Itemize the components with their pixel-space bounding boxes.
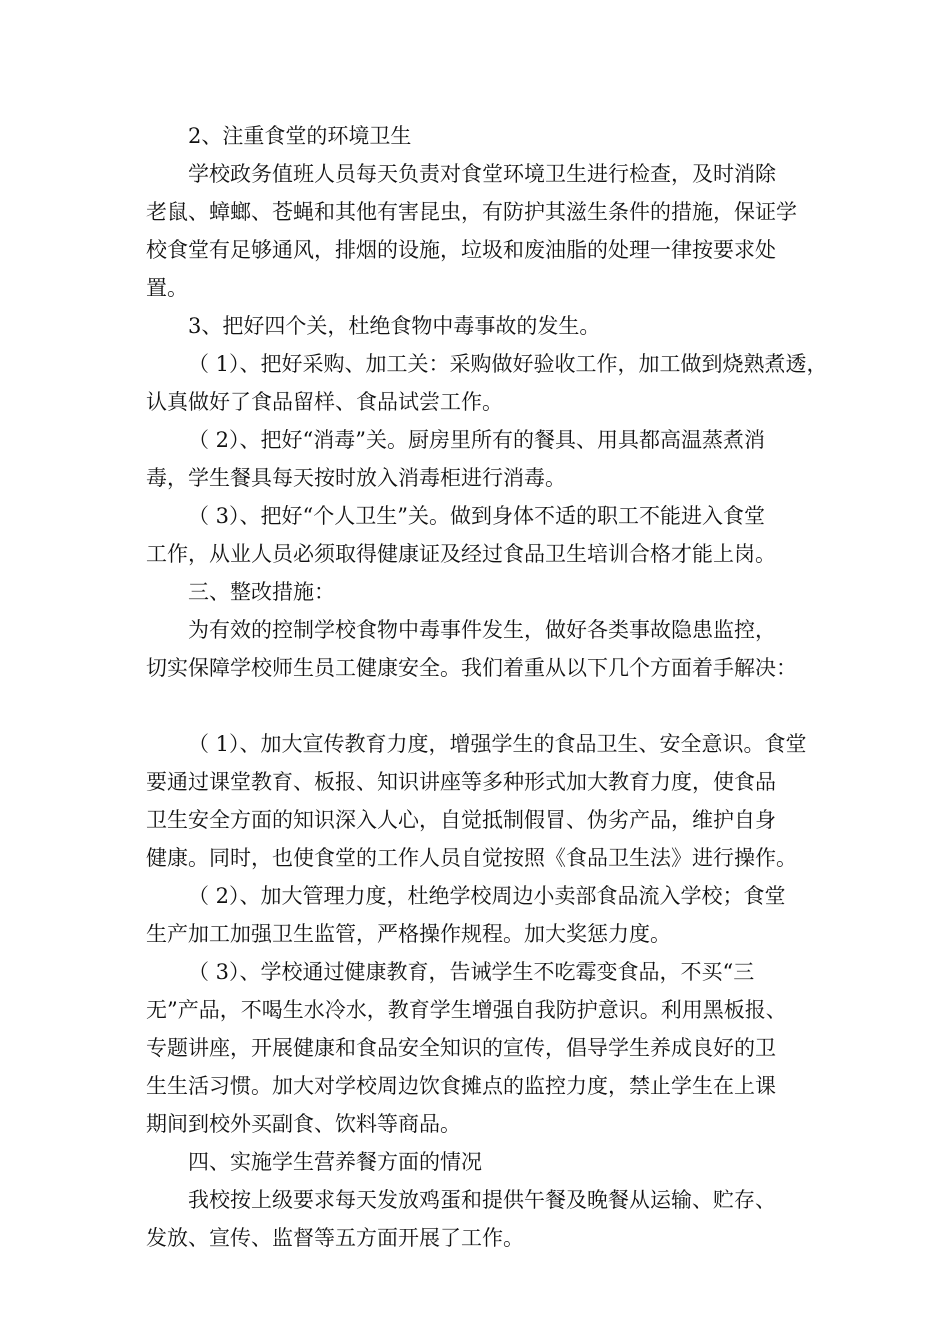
paragraph-line: （ 3）、把好“个人卫生”关。做到身体不适的职工不能进入食堂: [188, 504, 766, 528]
paragraph-line: （ 1）、加大宣传教育力度，增强学生的食品卫生、安全意识。食堂: [188, 732, 807, 756]
paragraph-line: 校食堂有足够通风，排烟的设施，垃圾和废油脂的处理一律按要求处: [146, 238, 776, 262]
paragraph-line: 毒，学生餐具每天按时放入消毒柜进行消毒。: [146, 466, 566, 490]
paragraph-line: （ 1）、把好采购、加工关：采购做好验收工作，加工做到烧熟煮透，: [188, 352, 828, 376]
paragraph-line: 健康。同时，也使食堂的工作人员自觉按照《食品卫生法》进行操作。: [146, 846, 797, 870]
paragraph-line: （ 2）、把好“消毒”关。厨房里所有的餐具、用具都高温蒸煮消: [188, 428, 766, 452]
section-heading: 2、注重食堂的环境卫生: [188, 124, 412, 148]
paragraph-line: 切实保障学校师生员工健康安全。我们着重从以下几个方面着手解决：: [146, 656, 797, 680]
paragraph-line: （ 3）、学校通过健康教育，告诫学生不吃霉变食品，不买“三: [188, 960, 755, 984]
paragraph-line: 老鼠、蟑螂、苍蝇和其他有害昆虫，有防护其滋生条件的措施，保证学: [146, 200, 797, 224]
section-heading: 三、整改措施：: [188, 580, 335, 604]
section-heading: 四、实施学生营养餐方面的情况: [188, 1150, 482, 1174]
blank-line: [146, 687, 810, 725]
paragraph-line: 工作，从业人员必须取得健康证及经过食品卫生培训合格才能上岗。: [146, 542, 776, 566]
paragraph-line: 专题讲座，开展健康和食品安全知识的宣传，倡导学生养成良好的卫: [146, 1036, 776, 1060]
paragraph-line: 认真做好了食品留样、食品试尝工作。: [146, 390, 503, 414]
paragraph-line: 无”产品，不喝生水冷水，教育学生增强自我防护意识。利用黑板报、: [146, 998, 787, 1022]
paragraph-line: 生产加工加强卫生监管，严格操作规程。加大奖惩力度。: [146, 922, 671, 946]
paragraph-line: 卫生安全方面的知识深入人心，自觉抵制假冒、伪劣产品，维护自身: [146, 808, 776, 832]
paragraph-line: 要通过课堂教育、板报、知识讲座等多种形式加大教育力度，使食品: [146, 770, 776, 794]
paragraph-line: （ 2）、加大管理力度，杜绝学校周边小卖部食品流入学校；食堂: [188, 884, 786, 908]
section-heading: 3、把好四个关，杜绝食物中毒事故的发生。: [188, 314, 601, 338]
paragraph-line: 置。: [146, 276, 188, 300]
paragraph-line: 发放、宣传、监督等五方面开展了工作。: [146, 1226, 524, 1250]
paragraph-line: 学校政务值班人员每天负责对食堂环境卫生进行检查，及时消除: [188, 162, 776, 186]
paragraph-line: 生生活习惯。加大对学校周边饮食摊点的监控力度，禁止学生在上课: [146, 1074, 776, 1098]
paragraph-line: 我校按上级要求每天发放鸡蛋和提供午餐及晚餐从运输、贮存、: [188, 1188, 776, 1212]
document-body: [146, 117, 828, 1257]
paragraph-line: 期间到校外买副食、饮料等商品。: [146, 1112, 461, 1136]
paragraph-line: 为有效的控制学校食物中毒事件发生，做好各类事故隐患监控，: [188, 618, 776, 642]
